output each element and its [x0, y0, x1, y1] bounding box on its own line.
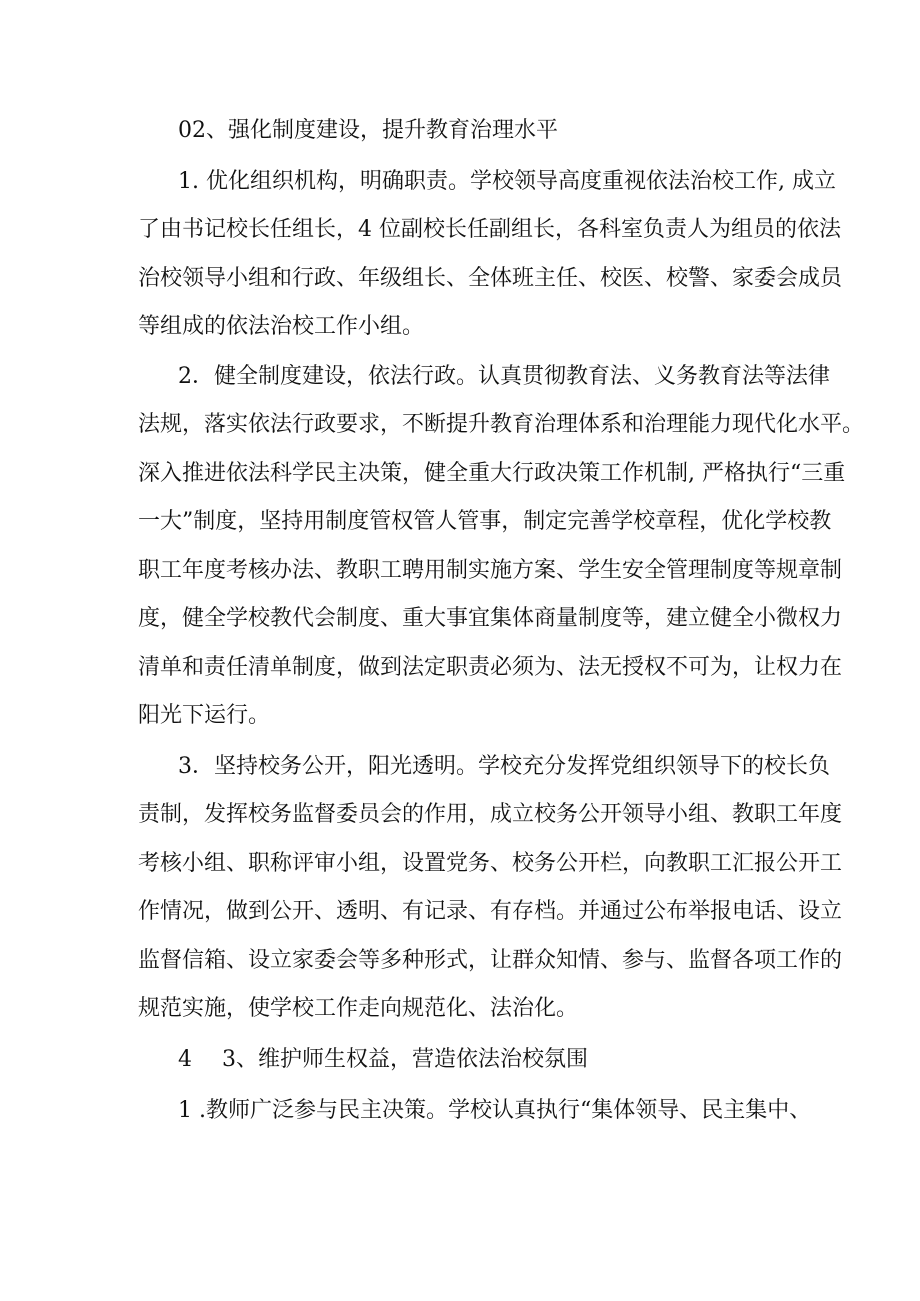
paragraph-2-line-7: 清单和责任清单制度，做到法定职责必须为、法无授权不可为，让权力在 [138, 655, 843, 680]
paragraph-1-line-2: 了由书记校长任组长，4 位副校长任副组长，各科室负责人为组员的依法 [138, 217, 841, 242]
section-heading-03 [178, 1045, 588, 1075]
paragraph-2-line-6: 度，健全学校教代会制度、重大事宜集体商量制度等，建立健全小微权力 [138, 606, 843, 631]
paragraph-3-line-2: 责制，发挥校务监督委员会的作用，成立校务公开领导小组、教职工年度 [138, 802, 843, 827]
paragraph-3-line-3: 考核小组、职称评审小组，设置党务、校务公开栏，向教职工汇报公开工 [138, 851, 843, 876]
section-heading-03-text: 3、维护师生权益，营造依法治校氛围 [222, 1047, 588, 1072]
paragraph-3-line-5: 监督信箱、设立家委会等多种形式，让群众知情、参与、监督各项工作的 [138, 948, 843, 973]
paragraph-4-line-1: 1 .教师广泛参与民主决策。学校认真执行“集体领导、民主集中、 [178, 1098, 812, 1123]
paragraph-1-line-4: 等组成的依法治校工作小组。 [138, 314, 425, 339]
paragraph-2-line-2: 法规，落实依法行政要求，不断提升教育治理体系和治理能力现代化水平。 [138, 412, 865, 437]
section-heading-03-number: 4 [178, 1047, 192, 1072]
paragraph-3-line-4: 作情况，做到公开、透明、有记录、有存档。并通过公布举报电话、设立 [138, 899, 843, 924]
section-heading-02: 02、强化制度建设，提升教育治理水平 [178, 118, 558, 143]
paragraph-1-line-3: 治校领导小组和行政、年级组长、全体班主任、校医、校警、家委会成员 [138, 266, 843, 291]
paragraph-1-line-1: 1. 优化组织机构，明确职责。学校领导高度重视依法治校工作, 成立 [178, 169, 836, 194]
paragraph-3-line-1: 3．坚持校务公开，阳光透明。学校充分发挥党组织领导下的校长负 [178, 754, 830, 779]
paragraph-2-line-5: 职工年度考核办法、教职工聘用制实施方案、学生安全管理制度等规章制 [138, 558, 843, 583]
paragraph-3-line-6: 规范实施，使学校工作走向规范化、法治化。 [138, 996, 579, 1021]
paragraph-2-line-1: 2．健全制度建设，依法行政。认真贯彻教育法、义务教育法等法律 [178, 364, 830, 389]
paragraph-2-line-3: 深入推进依法科学民主决策，健全重大行政决策工作机制, 严格执行“三重 [138, 461, 846, 486]
paragraph-2-line-4: 一大”制度，坚持用制度管权管人管事，制定完善学校章程，优化学校教 [138, 509, 832, 534]
paragraph-2-line-8: 阳光下运行。 [138, 703, 271, 728]
